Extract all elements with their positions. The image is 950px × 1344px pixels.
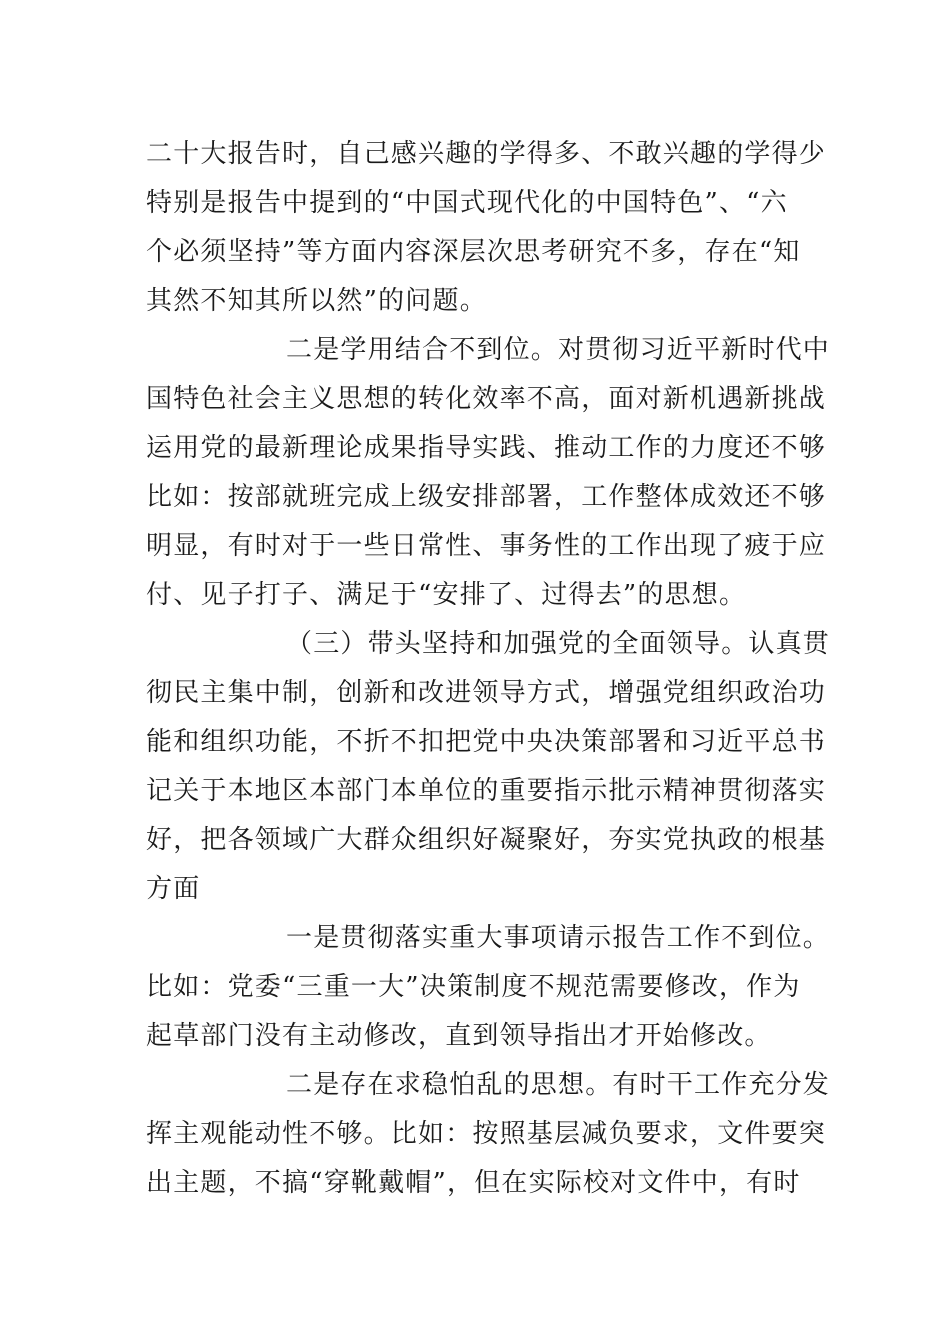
text-line: 个必须坚持”等方面内容深层次思考研究不多，存在“知 (146, 237, 801, 267)
text-line: 明显，有时对于一些日常性、事务性的工作出现了疲于应 (146, 531, 827, 561)
text-line: 能和组织功能，不折不扣把党中央决策部署和习近平总书 (146, 727, 827, 757)
text-line: 其然不知其所以然”的问题。 (146, 286, 487, 316)
text-line: 记关于本地区本部门本单位的重要指示批示精神贯彻落实 (146, 776, 827, 806)
paragraph-start-line: 二是存在求稳怕乱的思想。有时干工作充分发 (286, 1070, 831, 1100)
text-line: 二十大报告时，自己感兴趣的学得多、不敢兴趣的学得少 (146, 139, 827, 169)
section-heading-line: （三）带头坚持和加强党的全面领导。认真贯 (286, 629, 831, 659)
text-line: 付、见子打子、满足于“安排了、过得去”的思想。 (146, 580, 747, 610)
text-line: 好，把各领域广大群众组织好凝聚好，夯实党执政的根基 (146, 825, 827, 855)
text-line: 方面 (146, 874, 201, 904)
text-line: 特别是报告中提到的“中国式现代化的中国特色”、“六 (146, 188, 788, 218)
text-line: 比如：党委“三重一大”决策制度不规范需要修改，作为 (146, 972, 801, 1002)
text-line: 运用党的最新理论成果指导实践、推动工作的力度还不够 (146, 433, 827, 463)
paragraph-start-line: 一是贯彻落实重大事项请示报告工作不到位。 (286, 923, 831, 953)
text-line: 彻民主集中制，创新和改进领导方式，增强党组织政治功 (146, 678, 827, 708)
text-line: 国特色社会主义思想的转化效率不高，面对新机遇新挑战 (146, 384, 827, 414)
text-line: 出主题，不搞“穿靴戴帽”，但在实际校对文件中，有时 (146, 1168, 801, 1198)
paragraph-start-line: 二是学用结合不到位。对贯彻习近平新时代中 (286, 335, 831, 365)
text-line: 起草部门没有主动修改，直到领导指出才开始修改。 (146, 1021, 772, 1051)
text-line: 挥主观能动性不够。比如：按照基层减负要求，文件要突 (146, 1119, 827, 1149)
text-line: 比如：按部就班完成上级安排部署，工作整体成效还不够 (146, 482, 827, 512)
